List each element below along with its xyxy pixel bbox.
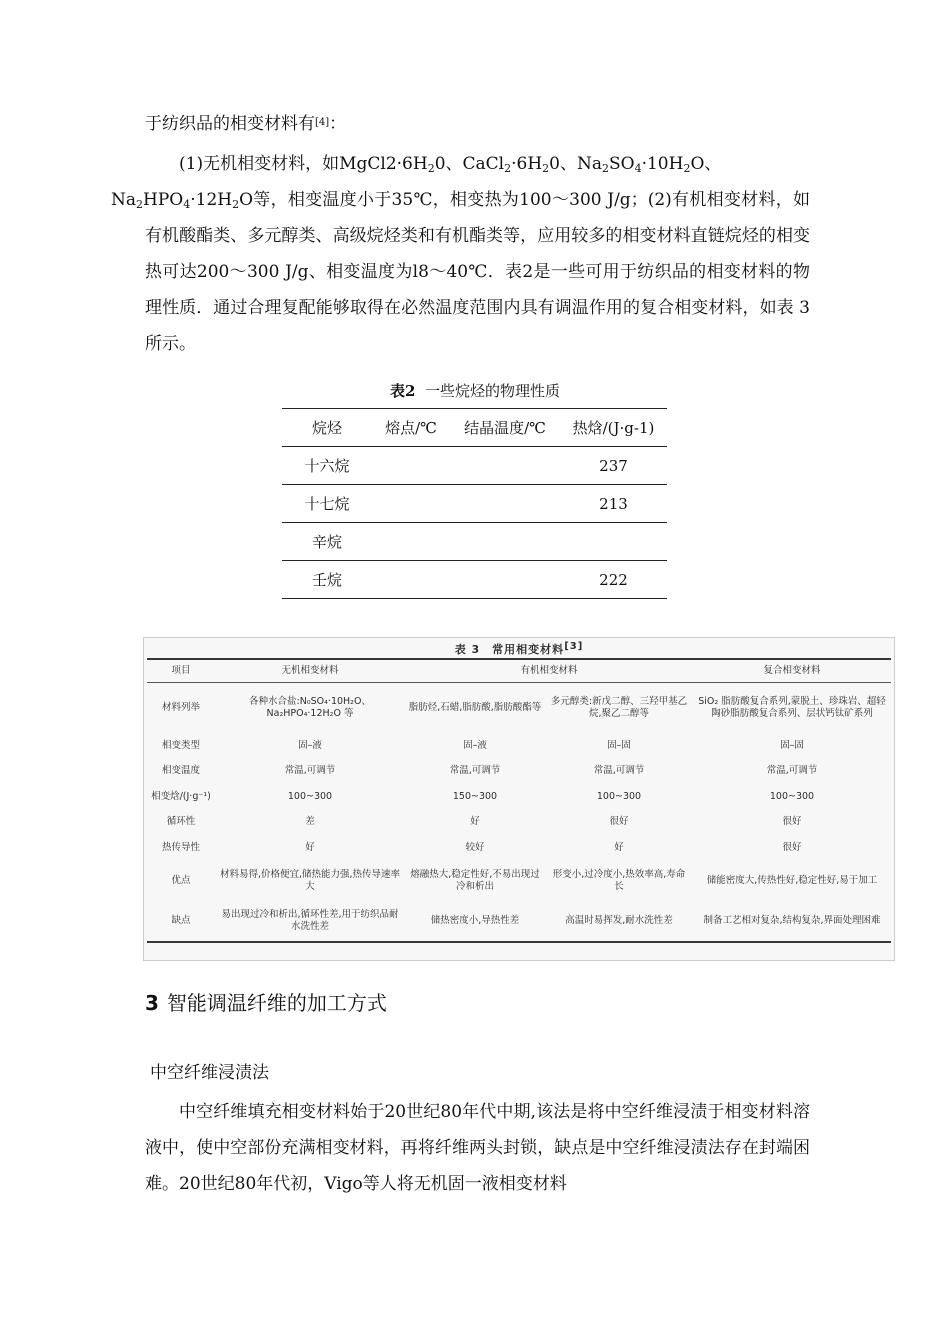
col-header: 结晶温度/℃: [464, 419, 546, 437]
citation-ref: [4]: [315, 117, 330, 128]
table-header-row: [147, 659, 891, 683]
col-header: 项目: [171, 665, 191, 676]
col-header: 烷烃: [311, 419, 342, 437]
subsection-heading: 中空纤维浸渍法: [150, 1063, 269, 1083]
table3-title: 表 3 常用相变材料[3]: [454, 641, 584, 656]
table-row: 优点 材料易得,价格便宜,储热能力强,热传导速率大 熔融热大,稳定性好,不易出现过冷和析出 形变小,过冷度小,热效率高,寿命长 储能密度大,传热性好,稳定性好,易于加工: [171, 868, 878, 892]
section-heading: 3 智能调温纤维的加工方式: [145, 991, 387, 1015]
col-header: 热焓/(J·g-1): [572, 419, 655, 437]
col-header: 有机相变材料: [520, 665, 578, 676]
table-row: 材料列举 各种水合盐:N₀SO₄·10H₂O、Na₂HPO₄·12H₂O 等 脂肪烃,石蜡,脂肪酸,脂肪酸酯等 多元醇类:新戊二醇、三羟甲基乙烷,聚乙二醇等 SiO₂ 脂肪酸复合系列,蒙脱土、珍珠岩、超轻陶砂脂肪酸复合系列、层状钙钛矿系列: [161, 696, 886, 719]
table-row: 壬烷 222: [282, 561, 667, 599]
table3-scan: [143, 637, 895, 961]
table-row: 相变焓/(J·g⁻¹) 100~300 150~300 100~300 100~300: [151, 790, 815, 802]
table-row: 缺点 易出现过冷和析出,循环性差,用于纺织品耐水洗性差 储热密度小,导热性差 高温时易挥发,耐水洗性差 制备工艺相对复杂,结构复杂,界面处理困难: [147, 901, 891, 942]
table-header-row: [282, 409, 667, 447]
col-header: 复合相变材料: [763, 665, 821, 676]
table-row: 辛烷: [282, 523, 667, 561]
paragraph-phase-change-materials: (1)无机相变材料，如$MgCl2\cdot 6H_20$、$CaCl_2\cdot 6H_20$、$Na_2SO_4\cdot 10H_2O$、 $Na_2HPO_4\cdot 12H_2O$等，相变温度小于35℃，相变热为100～300 J/g；(2)有机相变材料，如有机酸酯类、多元醇类、高级烷烃类和有机酯类等，应用较多的相变材料直链烷烃的相变热可达200～300 J/g、相变温度为l8～40℃．表2是一些可用于纺织品的相变材料的物理性质．通过合理复配能够取得在必然温度范围内具有调温作用的复合相变材料，如表 3所示。: [111, 154, 810, 354]
table-row: 十六烷 237: [282, 447, 667, 485]
table-row: 相变温度 常温,可调节 常温,可调节 常温,可调节 常温,可调节: [161, 765, 818, 777]
table-row: 十七烷 213: [282, 485, 667, 523]
table2-alkane-properties: [282, 408, 667, 599]
intro-line: 于纺织品的相变材料有[4]：: [145, 114, 347, 134]
col-header: 无机相变材料: [281, 665, 339, 676]
col-header: 熔点/℃: [385, 419, 437, 437]
table2-caption: 表2 一些烷烃的物理性质: [390, 382, 560, 400]
table-row: 相变类型 固–液 固–液 固–固 固–固: [161, 739, 804, 751]
table-row: 热传导性 好 较好 好 很好: [161, 841, 802, 853]
table3-common-phase-change-materials: [147, 658, 891, 943]
paragraph-hollow-fiber: 中空纤维填充相变材料始于20世纪80年代中期,该法是将中空纤维浸渍于相变材料溶液中，使中空部份充满相变材料，再将纤维两头封锁，缺点是中空纤维浸渍法存在封端困难。20世纪80年代初，Vigo等人将无机固一液相变材料: [145, 1102, 810, 1194]
table-row: 循环性 差 好 很好 很好: [166, 816, 802, 828]
